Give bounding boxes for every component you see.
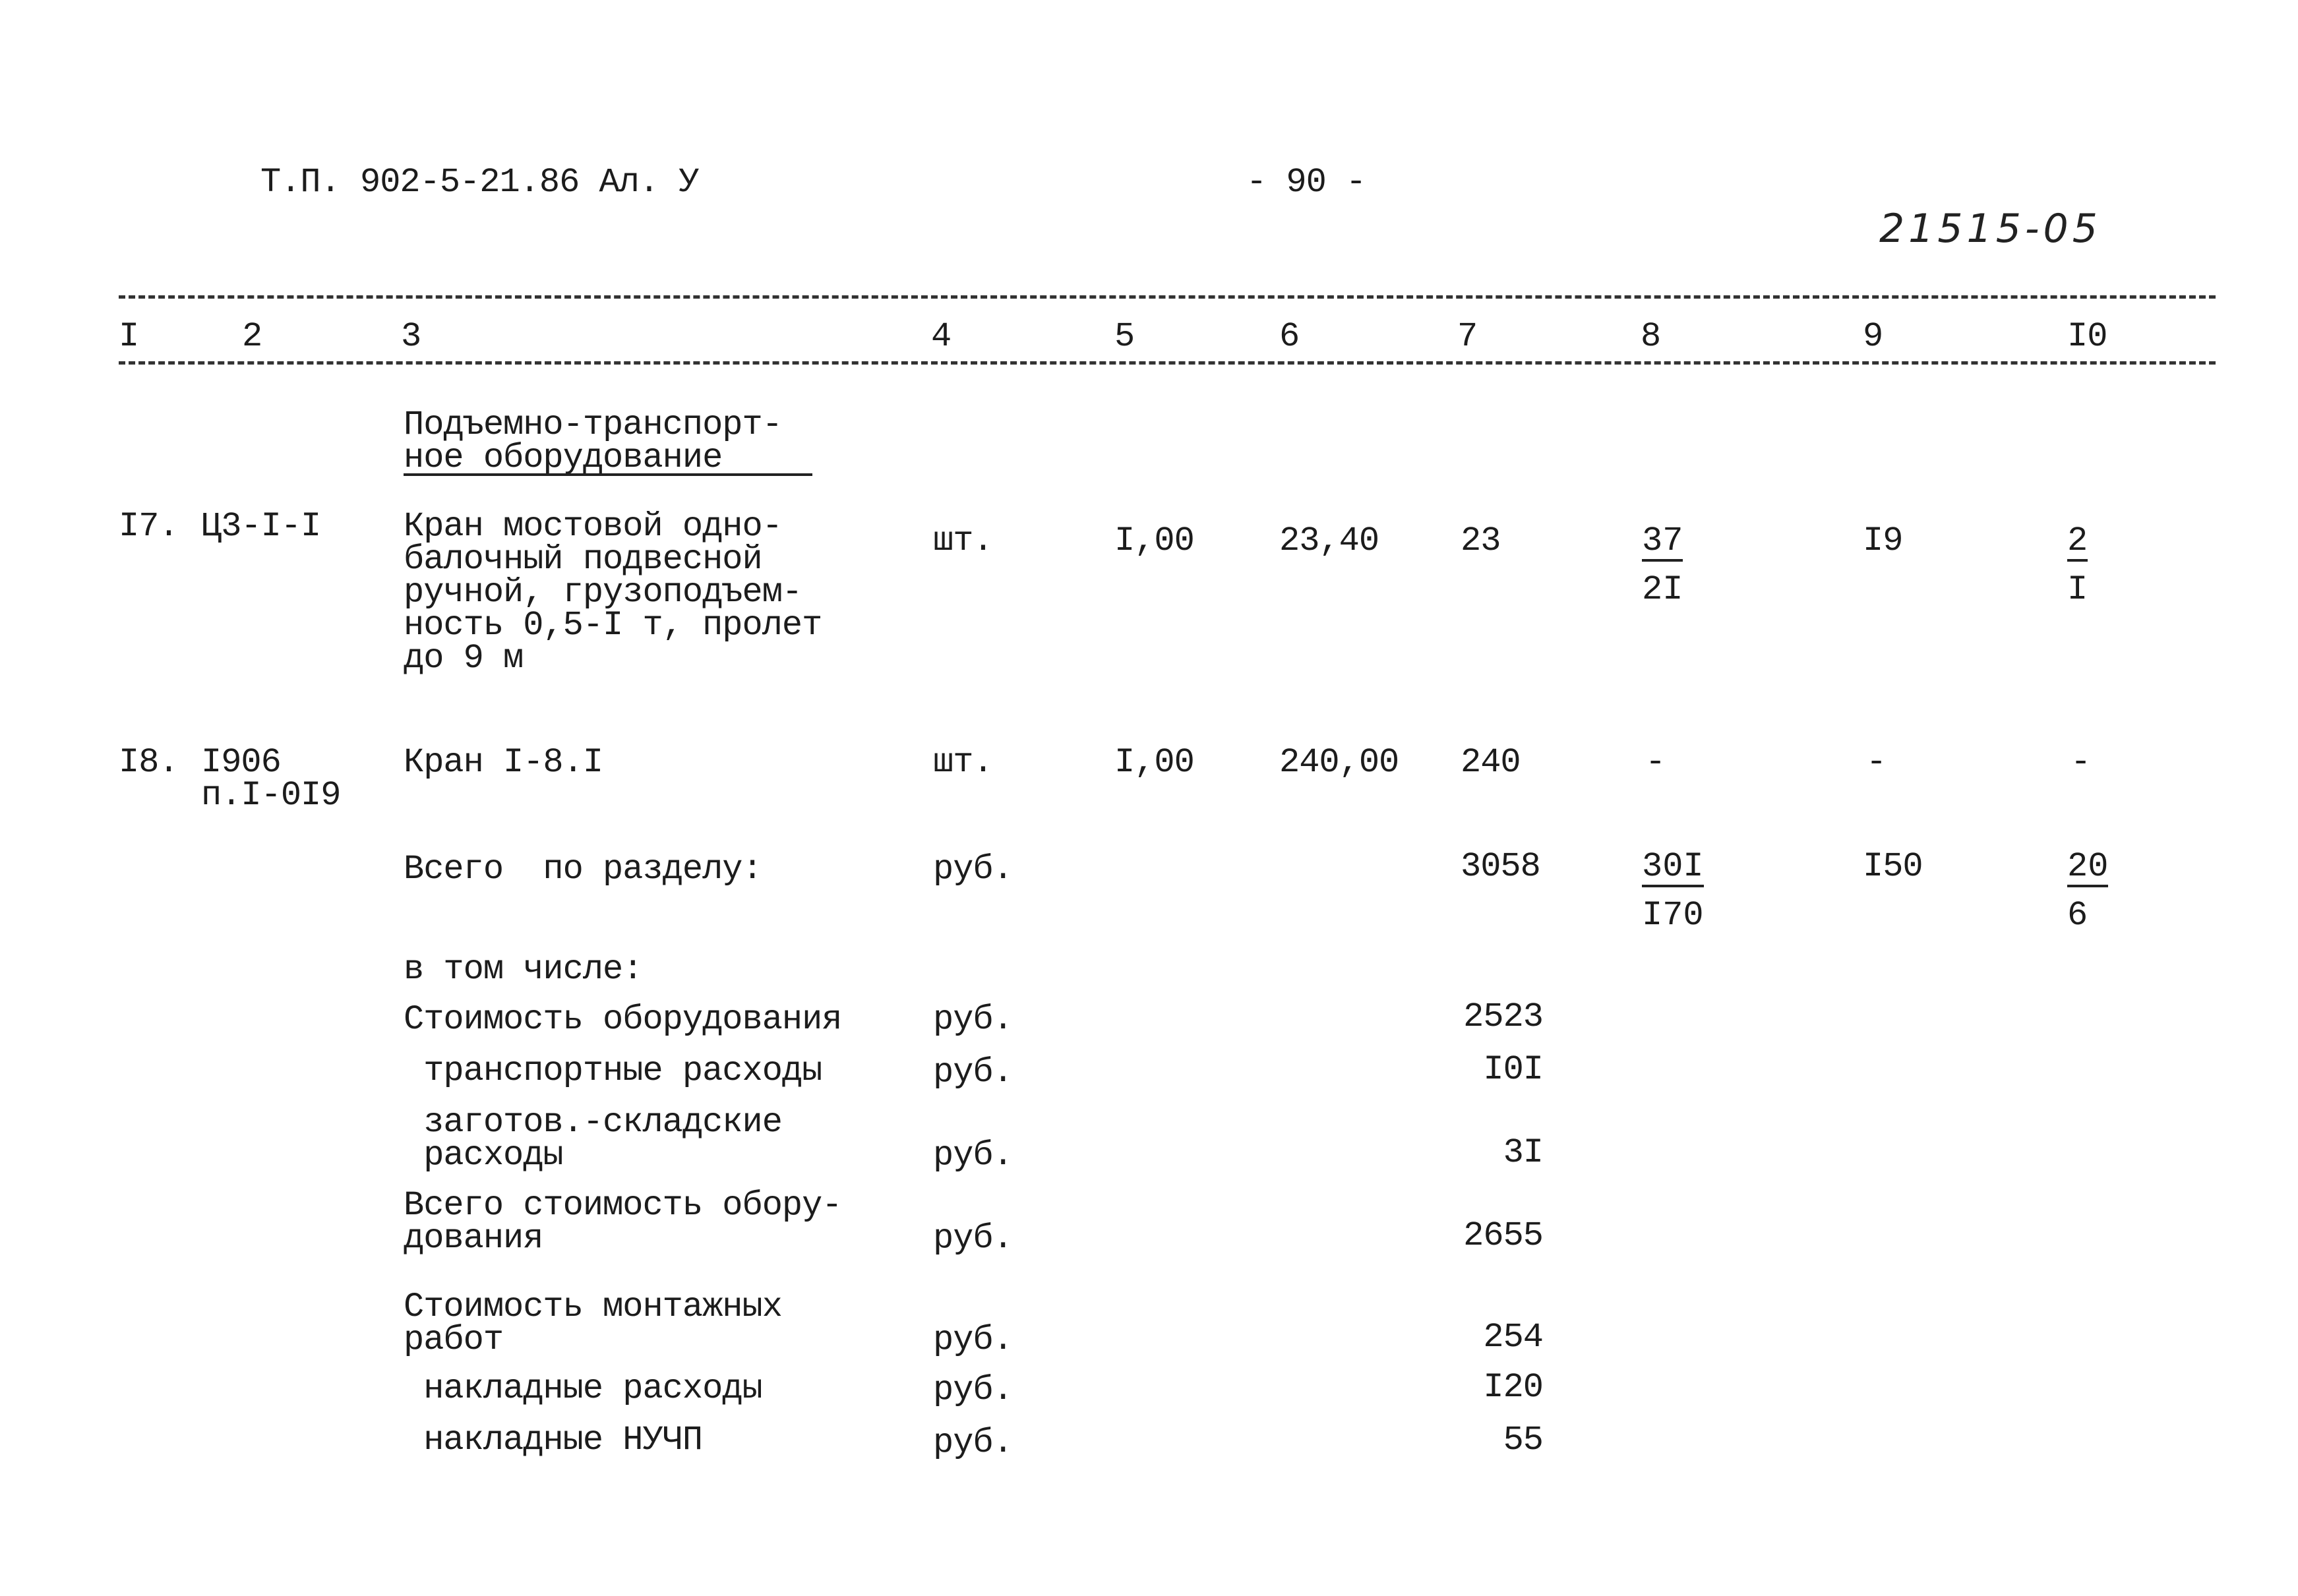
row-17-desc-line4: ность 0,5-I т, пролет	[404, 606, 822, 645]
header-bottom-rule	[119, 361, 2216, 365]
breakdown-overhead-unit: руб.	[933, 1371, 1013, 1409]
section-total-value: 3058	[1461, 847, 1540, 886]
row-17-number: I7.	[119, 507, 179, 546]
breakdown-total-equipment-value: 2655	[1463, 1216, 1543, 1255]
breakdown-equipment-cost-value: 2523	[1463, 997, 1543, 1036]
section-total-col8-fraction	[1642, 848, 1704, 935]
row-17-desc-line1: Кран мостовой одно-	[404, 507, 782, 546]
section-total-label: Всего по разделу:	[404, 850, 762, 889]
breakdown-warehouse-unit: руб.	[933, 1136, 1013, 1175]
breakdown-installation-label-line2: работ	[404, 1320, 504, 1359]
including-label: в том числе:	[404, 950, 643, 989]
row-18-code-line1: I906	[201, 743, 281, 782]
section-total-col10-denominator: 6	[2067, 896, 2088, 935]
row-18-number: I8.	[119, 743, 179, 782]
col-header-1: I	[119, 317, 139, 356]
row-17-desc-line5: до 9 м	[404, 639, 524, 678]
breakdown-total-equipment-unit: руб.	[933, 1219, 1013, 1258]
breakdown-transport-label: транспортные расходы	[404, 1051, 822, 1090]
row-17-col8-numerator: 37	[1642, 521, 1683, 560]
archive-number: 21515-05	[1879, 206, 2101, 252]
row-17-col8-fraction	[1642, 522, 1683, 609]
document-code: Т.П. 902-5-21.86 Ал. У	[260, 163, 699, 202]
section-total-col10-numerator: 20	[2067, 847, 2109, 886]
section-total-col9: I50	[1863, 847, 1923, 886]
row-17-col10-denominator: I	[2067, 570, 2088, 609]
row-18-quantity: I,00	[1114, 743, 1194, 782]
section-title-line2: ное оборудование	[404, 438, 723, 477]
row-18-col9: -	[1866, 743, 1887, 782]
breakdown-equipment-cost-unit: руб.	[933, 1000, 1013, 1039]
breakdown-overhead-value: I20	[1483, 1368, 1543, 1407]
row-18-code-line2: п.I-0I9	[201, 776, 341, 815]
row-18-col8: -	[1645, 743, 1666, 782]
breakdown-nuchp-label: накладные НУЧП	[404, 1421, 703, 1460]
section-total-unit: руб.	[933, 850, 1013, 889]
row-18-total: 240	[1461, 743, 1521, 782]
breakdown-transport-unit: руб.	[933, 1053, 1013, 1092]
col-header-6: 6	[1279, 317, 1300, 356]
section-total-col8-numerator: 30I	[1642, 847, 1704, 886]
breakdown-equipment-cost-label: Стоимость оборудования	[404, 1000, 842, 1039]
row-17-unit: шт.	[933, 521, 993, 560]
breakdown-transport-value: I0I	[1483, 1050, 1543, 1089]
section-total-col10-fraction	[2067, 848, 2108, 935]
row-17-total: 23	[1461, 521, 1501, 560]
breakdown-overhead-label: накладные расходы	[404, 1369, 762, 1408]
col-header-9: 9	[1863, 317, 1883, 356]
col-header-7: 7	[1457, 317, 1478, 356]
row-17-code: Ц3-I-I	[201, 507, 321, 546]
row-17-col8-denominator: 2I	[1642, 570, 1683, 609]
header-top-rule	[119, 295, 2216, 299]
breakdown-warehouse-value: 3I	[1503, 1133, 1543, 1172]
row-17-col10-fraction	[2067, 522, 2088, 609]
row-18-unit: шт.	[933, 743, 993, 782]
col-header-3: 3	[401, 317, 421, 356]
col-header-8: 8	[1641, 317, 1661, 356]
row-17-col10-numerator: 2	[2067, 521, 2088, 560]
row-18-desc: Кран I-8.I	[404, 743, 603, 782]
breakdown-nuchp-value: 55	[1503, 1421, 1543, 1460]
row-18-unit-price: 240,00	[1279, 743, 1399, 782]
section-total-col8-denominator: I70	[1642, 896, 1704, 935]
breakdown-total-equipment-label-line1: Всего стоимость обору-	[404, 1186, 842, 1225]
breakdown-total-equipment-label-line2: дования	[404, 1219, 543, 1258]
row-17-desc-line2: балочный подвесной	[404, 540, 762, 579]
row-17-quantity: I,00	[1114, 521, 1194, 560]
col-header-10: I0	[2067, 317, 2107, 356]
breakdown-warehouse-label-line2: расходы	[404, 1136, 563, 1175]
col-header-4: 4	[931, 317, 952, 356]
col-header-5: 5	[1114, 317, 1135, 356]
section-title-underline	[404, 473, 812, 476]
breakdown-nuchp-unit: руб.	[933, 1423, 1013, 1462]
breakdown-installation-unit: руб.	[933, 1320, 1013, 1359]
row-18-col10: -	[2071, 743, 2091, 782]
col-header-2: 2	[242, 317, 262, 356]
page-number: - 90 -	[1246, 163, 1366, 202]
row-17-unit-price: 23,40	[1279, 521, 1379, 560]
row-17-col9: I9	[1863, 521, 1903, 560]
breakdown-installation-value: 254	[1483, 1318, 1543, 1357]
breakdown-installation-label-line1: Стоимость монтажных	[404, 1287, 782, 1326]
breakdown-warehouse-label-line1: заготов.-складские	[404, 1103, 782, 1142]
section-title-line1: Подъемно-транспорт-	[404, 405, 782, 444]
row-17-desc-line3: ручной, грузоподъем-	[404, 573, 802, 612]
